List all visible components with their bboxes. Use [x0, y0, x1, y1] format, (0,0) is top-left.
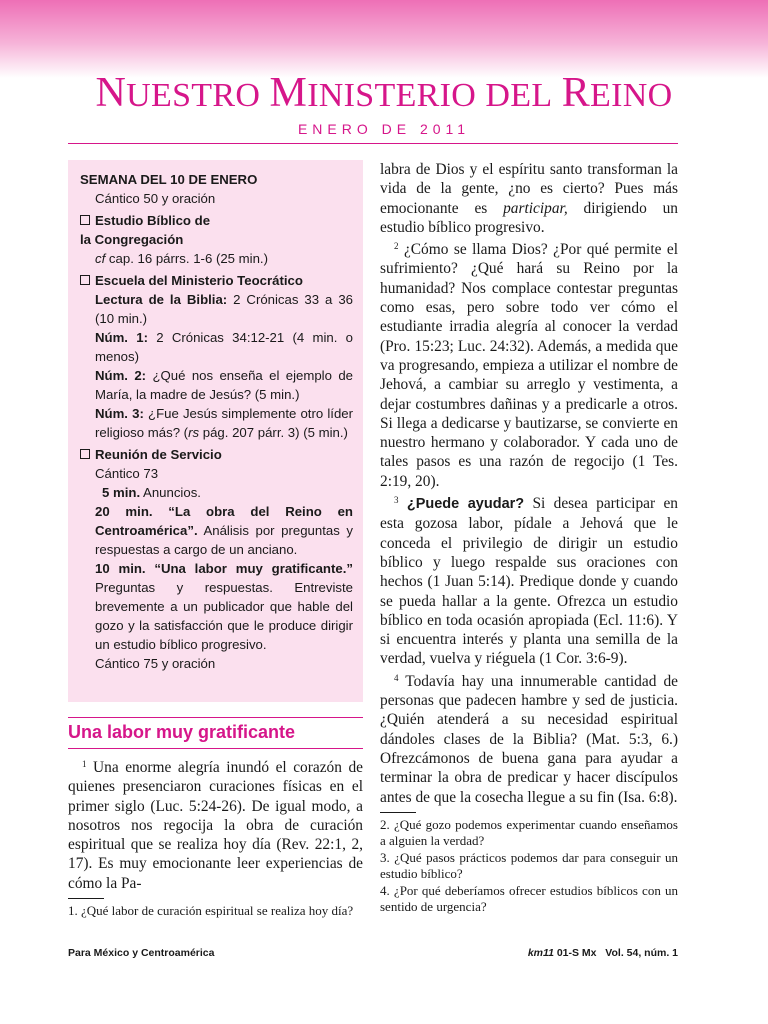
tms-heading: Escuela del Ministerio Teocrático — [80, 271, 353, 290]
issue-date: ENERO DE 2011 — [297, 121, 471, 137]
question-2: 2. ¿Qué gozo podemos experimentar cuando enseñamos a alguien la verdad? — [380, 816, 678, 849]
question-1: 1. ¿Qué labor de curación espiritual se realiza hoy día? — [68, 903, 354, 919]
week-heading: SEMANA DEL 10 DE ENERO — [80, 172, 258, 187]
paragraph-4: $^4$ Todavía hay una innumerable cantidad de personas que padecen hambre y sed de justicia. ¿Quién atenderá a su necesidad espiritual dándoles clases de la Biblia? (Mat. 5:3, 6.) Ofrezcámonos de buena gana para ayudar a terminar la obra de predicar y hacer discípulos antes de que la cosecha llegue a su fin (Isa. 6:8). — [380, 672, 678, 806]
study-questions-right — [380, 817, 678, 916]
article-column-right — [380, 160, 678, 916]
assignment-3: Núm. 3: ¿Fue Jesús simplemente otro líder religioso más? (rs pág. 207 párr. 3) (5 min.) — [95, 406, 354, 440]
cbs-detail: cf cap. 16 párrs. 1-6 (25 min.) — [95, 251, 268, 266]
part-1: 5 min. Anuncios. — [102, 485, 201, 500]
part-3: 10 min. “Una labor muy gratificante.” Preguntas y respuestas. Entreviste brevemente a un publicador que hable del gozo y la satisfacción que le produce dirigir un estudio bíblico progresivo. — [95, 561, 353, 652]
part-2: 20 min. “La obra del Reino en Centroamérica”. Análisis por preguntas y respuestas a cargo de un anciano. — [95, 504, 353, 557]
paragraph-3: $^3$ ¿Puede ayudar? Si desea participar en esta gozosa labor, pídale a Jehová que le conceda el privilegio de dirigir un estudio bíblico y luego respalde sus oraciones con hechos (1 Juan 5:14). Predique donde y cuando se pueda hallar a la gente. Ofrezca un estudio bíblico en toda ocasión apropiada (Ecl. 11:6). Y si encuentra interés y planta una semilla de la verdad, vuelva y riéguela (1 Cor. 3:6-9). — [380, 495, 678, 668]
service-song: Cántico 73 — [95, 466, 159, 481]
paragraph-2: $^2$ ¿Cómo se llama Dios? ¿Por qué permite el sufrimiento? ¿Qué hará su Reino por la humanidad? Nos complace contestar preguntas como esas, pero sobre todo ver cómo el estudiante irradia alegría al conocer la verdad (Pro. 15:23; Luc. 24:32). Además, a medida que va progresando, empieza a utilizar el nombre de Jehová, a cambiar su arreglo y vestimenta, a dejar costumbres dañinas y a predicarle a otros. Si llega a dedicarse y bautizarse, se convierte en nuestro hermano y colaborador. Y cada uno de tales pasos es una razón de regocijo (1 Tes. 2:19, 20). — [380, 241, 678, 490]
header-rule — [68, 143, 678, 144]
question-4: 4. ¿Por qué deberíamos ofrecer estudios bíblicos con un sentido de urgencia? — [380, 882, 678, 915]
assignment-1: Núm. 1: 2 Crónicas 34:12-21 (4 min. o menos) — [95, 330, 353, 364]
header-gradient-band — [0, 0, 768, 78]
question-rule — [68, 898, 104, 899]
paragraph-1-continued: labra de Dios y el espíritu santo transforman la vida de la gente, ¿no es cierto? Pues más emocionante es participar, dirigiendo un estudio bíblico progresivo. — [380, 161, 678, 236]
section-rule-bottom — [68, 748, 363, 749]
service-meeting-heading: Reunión de Servicio — [80, 445, 353, 464]
footer-region: Para México y Centroamérica — [68, 947, 215, 959]
checkbox-icon — [80, 275, 90, 285]
question-3: 3. ¿Qué pasos prácticos podemos dar para conseguir un estudio bíblico? — [380, 849, 678, 882]
footer-issue-code: km11 01-S Mx Vol. 54, núm. 1 — [527, 947, 678, 959]
checkbox-icon — [80, 449, 90, 459]
meeting-schedule-box — [68, 160, 363, 702]
masthead-title: NUESTRO MINISTERIO DEL REINO — [95, 70, 673, 116]
bible-reading: Lectura de la Biblia: 2 Crónicas 33 a 36 (10 min.) — [95, 292, 353, 326]
opening-song: Cántico 50 y oración — [95, 191, 216, 206]
cbs-heading: Estudio Bíblico de la Congregación — [80, 213, 211, 247]
question-rule — [380, 812, 416, 813]
study-questions-left — [68, 903, 363, 920]
assignment-2: Núm. 2: ¿Qué nos enseña el ejemplo de María, la madre de Jesús? (5 min.) — [95, 368, 353, 402]
section-rule-top — [68, 717, 363, 718]
article-title: Una labor muy gratificante — [68, 722, 296, 742]
article-column-left — [68, 755, 363, 920]
closing-song: Cántico 75 y oración — [95, 656, 216, 671]
checkbox-icon — [80, 215, 90, 225]
paragraph-1: $^1$ Una enorme alegría inundó el corazón de quienes presenciaron curaciones físicas en el primer siglo (Luc. 5:24-26). De igual modo, a nosotros nos regocija la obra de curación espiritual que se realiza hoy día (Rev. 22:1, 2, 17). Es muy emocionante leer experiencias de cómo la Pa- — [68, 759, 363, 892]
